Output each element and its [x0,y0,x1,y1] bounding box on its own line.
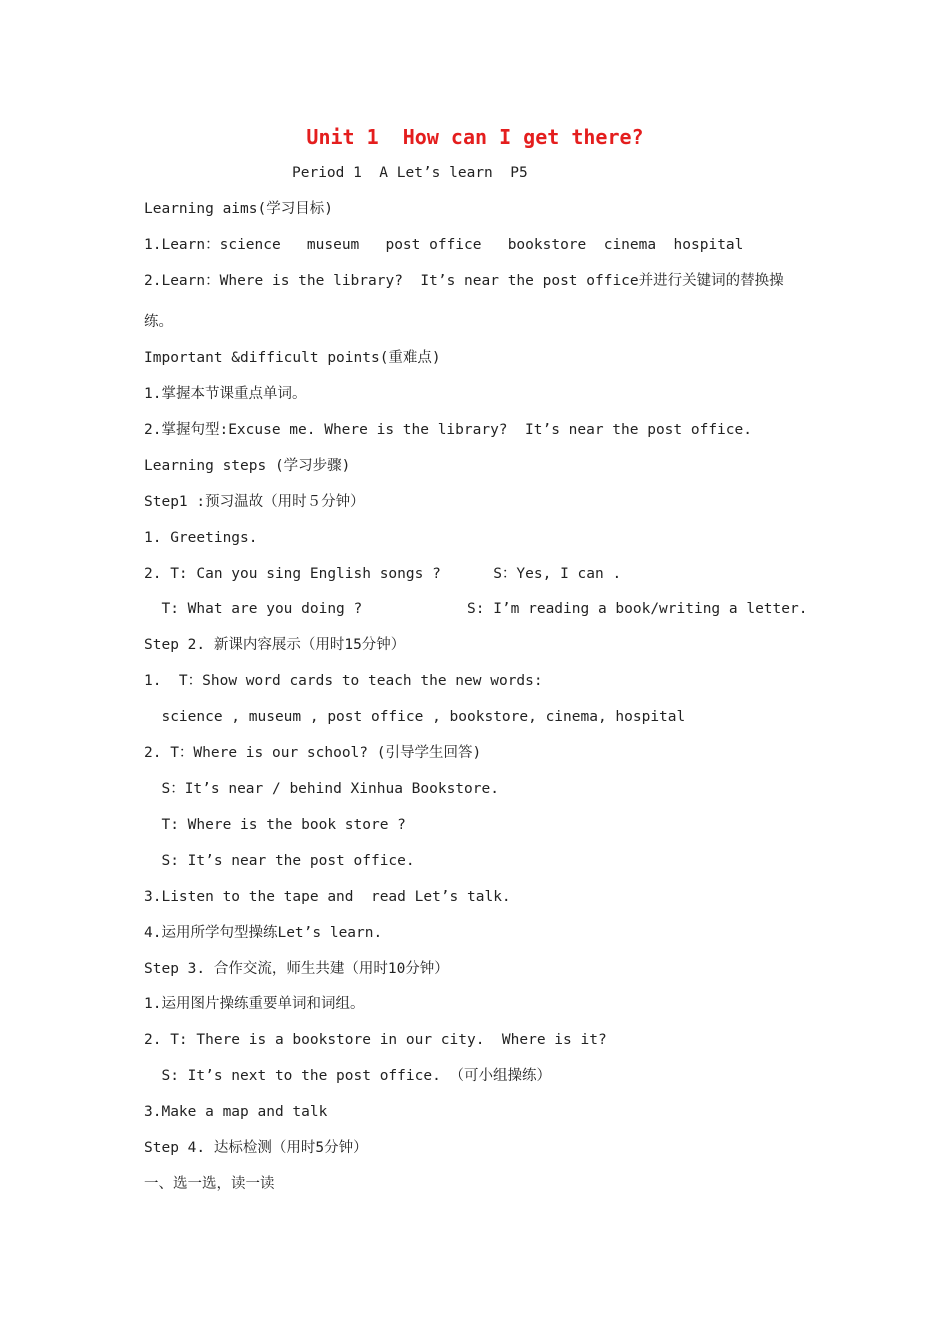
period-subtitle: Period 1 A Let’s learn P5 [292,165,528,181]
text-line: S: It’s next to the post office. （可小组操练） [144,1068,552,1084]
text-line: 2.Learn：Where is the library? It’s near the post office并进行关键词的替换操 [144,273,784,289]
text-line: S: It’s near the post office. [144,853,415,869]
text-line: 3.Make a map and talk [144,1104,328,1120]
text-line: 2. T: There is a bookstore in our city. Where is it? [144,1032,607,1048]
text-line: Step 2. 新课内容展示（用时15分钟） [144,637,406,653]
text-line: 2. T: Can you sing English songs ? S：Yes, I can . [144,566,622,582]
text-line: Step 4. 达标检测（用时5分钟） [144,1140,368,1156]
text-line: 一、选一选，读一读 [144,1176,275,1192]
text-line: 1.运用图片操练重要单词和词组。 [144,996,365,1012]
text-line: T: Where is the book store ? [144,817,406,833]
text-line: Step1 :预习温故（用时５分钟） [144,494,365,510]
text-line: 3.Listen to the tape and read Let’s talk. [144,889,511,905]
text-line: 1. T：Show word cards to teach the new words: [144,673,543,689]
text-line: Learning steps (学习步骤) [144,458,351,474]
text-line: 4.运用所学句型操练Let’s learn. [144,925,383,941]
text-line: 2.掌握句型:Excuse me. Where is the library? It’s near the post office. [144,422,752,438]
text-line: 1. Greetings. [144,530,258,546]
text-line: Learning aims(学习目标) [144,201,333,217]
text-line: 练。 [144,314,173,330]
text-line: T: What are you doing ? S: I’m reading a book/writing a letter. [144,601,808,617]
text-line: 2. T：Where is our school? (引导学生回答) [144,745,482,761]
text-line: science , museum , post office , bookstore, cinema, hospital [144,709,686,725]
text-line: 1.掌握本节课重点单词。 [144,386,307,402]
document-title: Unit 1 How can I get there? [306,125,644,149]
text-line: Step 3. 合作交流，师生共建（用时10分钟） [144,961,449,977]
text-line: 1.Learn：science museum post office bookstore cinema hospital [144,237,744,253]
text-line: S：It’s near / behind Xinhua Bookstore. [144,781,499,797]
text-line: Important &difficult points(重难点) [144,350,441,366]
